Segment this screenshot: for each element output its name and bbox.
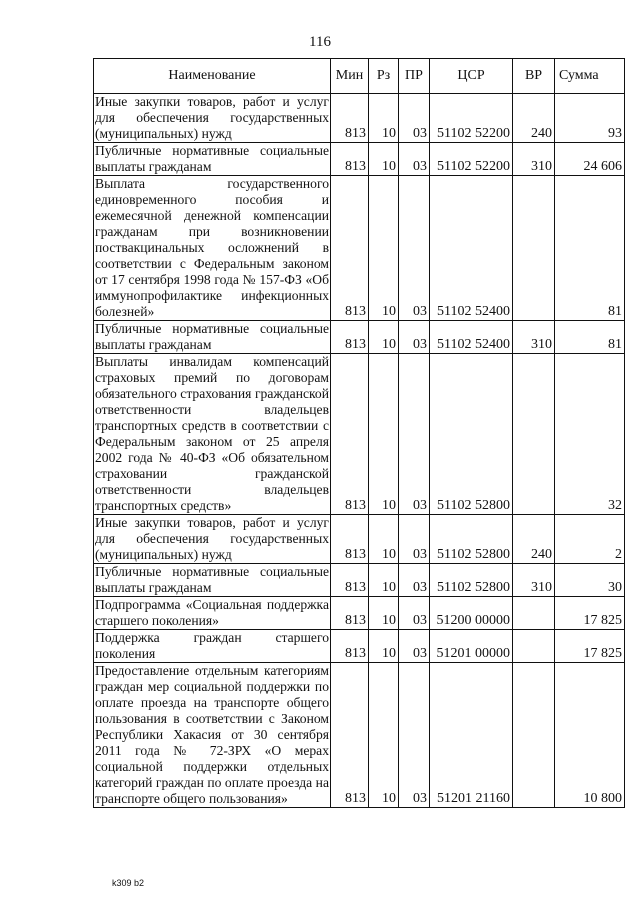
cell-pr: 03 bbox=[399, 354, 430, 515]
cell-pr: 03 bbox=[399, 515, 430, 564]
cell-name: Иные закупки товаров, работ и услуг для обеспечения государственных (муниципальных) нужд bbox=[95, 515, 329, 562]
cell-csr: 51102 52400 bbox=[430, 321, 513, 354]
cell-min: 813 bbox=[331, 597, 369, 630]
table-row bbox=[94, 515, 625, 564]
cell-rz: 10 bbox=[369, 515, 399, 564]
header-rz: Рз bbox=[369, 59, 399, 94]
cell-csr: 51102 52200 bbox=[430, 94, 513, 143]
cell-vr: 240 bbox=[513, 94, 555, 143]
table-row bbox=[94, 94, 625, 143]
cell-min: 813 bbox=[331, 515, 369, 564]
cell-vr: 310 bbox=[513, 321, 555, 354]
page-number: 116 bbox=[309, 34, 331, 50]
budget-table bbox=[93, 58, 625, 808]
table-row bbox=[94, 321, 625, 354]
cell-vr bbox=[513, 663, 555, 808]
cell-pr: 03 bbox=[399, 597, 430, 630]
cell-rz: 10 bbox=[369, 663, 399, 808]
cell-rz: 10 bbox=[369, 176, 399, 321]
cell-rz: 10 bbox=[369, 630, 399, 663]
cell-name: Выплаты инвалидам компенсаций страховых премий по договорам обязательного страхования гражданской ответственности владельцев транспортных средств в соответствии с Федеральным законом от 25 апреля 2002 года № 40-ФЗ «Об обязательном страховании гражданской ответственности владельцев транспортных средств» bbox=[95, 354, 329, 513]
cell-min: 813 bbox=[331, 143, 369, 176]
cell-name: Выплата государственного единовременного пособия и ежемесячной денежной компенсации гражданам при возникновении поствакцинальных осложнений в соответствии с Федеральным законом от 17 сентября 1998 года № 157-ФЗ «Об иммунопрофилактике инфекционных болезней» bbox=[95, 176, 329, 319]
cell-sum: 30 bbox=[555, 564, 625, 597]
cell-min: 813 bbox=[331, 354, 369, 515]
header-min: Мин bbox=[331, 59, 369, 94]
cell-sum: 17 825 bbox=[555, 630, 625, 663]
cell-min: 813 bbox=[331, 321, 369, 354]
cell-sum: 17 825 bbox=[555, 597, 625, 630]
cell-csr: 51102 52800 bbox=[430, 564, 513, 597]
cell-sum: 93 bbox=[555, 94, 625, 143]
cell-vr: 310 bbox=[513, 143, 555, 176]
header-csr: ЦСР bbox=[430, 59, 513, 94]
cell-min: 813 bbox=[331, 630, 369, 663]
table-row bbox=[94, 354, 625, 515]
cell-vr bbox=[513, 597, 555, 630]
table-row bbox=[94, 176, 625, 321]
cell-pr: 03 bbox=[399, 630, 430, 663]
cell-csr: 51102 52400 bbox=[430, 176, 513, 321]
table-header-row bbox=[94, 59, 625, 94]
table-row bbox=[94, 143, 625, 176]
cell-vr: 310 bbox=[513, 564, 555, 597]
cell-sum: 24 606 bbox=[555, 143, 625, 176]
header-name: Наименование bbox=[94, 59, 331, 94]
cell-csr: 51102 52200 bbox=[430, 143, 513, 176]
cell-min: 813 bbox=[331, 94, 369, 143]
cell-name: Иные закупки товаров, работ и услуг для обеспечения государственных (муниципальных) нужд bbox=[95, 94, 329, 141]
cell-pr: 03 bbox=[399, 176, 430, 321]
cell-vr bbox=[513, 176, 555, 321]
table-row bbox=[94, 663, 625, 808]
cell-name: Публичные нормативные социальные выплаты гражданам bbox=[95, 564, 329, 595]
cell-sum: 81 bbox=[555, 321, 625, 354]
cell-pr: 03 bbox=[399, 663, 430, 808]
cell-csr: 51201 21160 bbox=[430, 663, 513, 808]
cell-rz: 10 bbox=[369, 143, 399, 176]
cell-pr: 03 bbox=[399, 143, 430, 176]
table-row bbox=[94, 597, 625, 630]
cell-sum: 32 bbox=[555, 354, 625, 515]
cell-sum: 10 800 bbox=[555, 663, 625, 808]
footer-code: k309 b2 bbox=[112, 878, 145, 888]
cell-csr: 51102 52800 bbox=[430, 515, 513, 564]
cell-min: 813 bbox=[331, 176, 369, 321]
cell-rz: 10 bbox=[369, 321, 399, 354]
cell-rz: 10 bbox=[369, 564, 399, 597]
cell-name: Публичные нормативные социальные выплаты гражданам bbox=[95, 143, 329, 174]
table-row bbox=[94, 630, 625, 663]
cell-name: Подпрограмма «Социальная поддержка старшего поколения» bbox=[95, 597, 329, 628]
cell-vr bbox=[513, 354, 555, 515]
cell-name: Поддержка граждан старшего поколения bbox=[95, 630, 329, 661]
cell-rz: 10 bbox=[369, 597, 399, 630]
header-pr: ПР bbox=[399, 59, 430, 94]
cell-name: Предоставление отдельным категориям граждан мер социальной поддержки по оплате проезда на транспорте общего пользования в соответствии с Законом Республики Хакасия от 30 сентября 2011 года № 72-ЗРХ «О мерах социальной поддержки отдельных категорий граждан по оплате проезда на транспорте общего пользования» bbox=[95, 663, 329, 806]
cell-pr: 03 bbox=[399, 94, 430, 143]
cell-pr: 03 bbox=[399, 321, 430, 354]
cell-sum: 81 bbox=[555, 176, 625, 321]
header-sum: Сумма bbox=[555, 59, 625, 94]
cell-csr: 51200 00000 bbox=[430, 597, 513, 630]
cell-vr bbox=[513, 630, 555, 663]
cell-vr: 240 bbox=[513, 515, 555, 564]
cell-csr: 51201 00000 bbox=[430, 630, 513, 663]
cell-sum: 2 bbox=[555, 515, 625, 564]
cell-name: Публичные нормативные социальные выплаты гражданам bbox=[95, 321, 329, 352]
cell-rz: 10 bbox=[369, 354, 399, 515]
cell-min: 813 bbox=[331, 564, 369, 597]
cell-pr: 03 bbox=[399, 564, 430, 597]
table-row bbox=[94, 564, 625, 597]
header-vr: ВР bbox=[513, 59, 555, 94]
cell-min: 813 bbox=[331, 663, 369, 808]
cell-csr: 51102 52800 bbox=[430, 354, 513, 515]
cell-rz: 10 bbox=[369, 94, 399, 143]
